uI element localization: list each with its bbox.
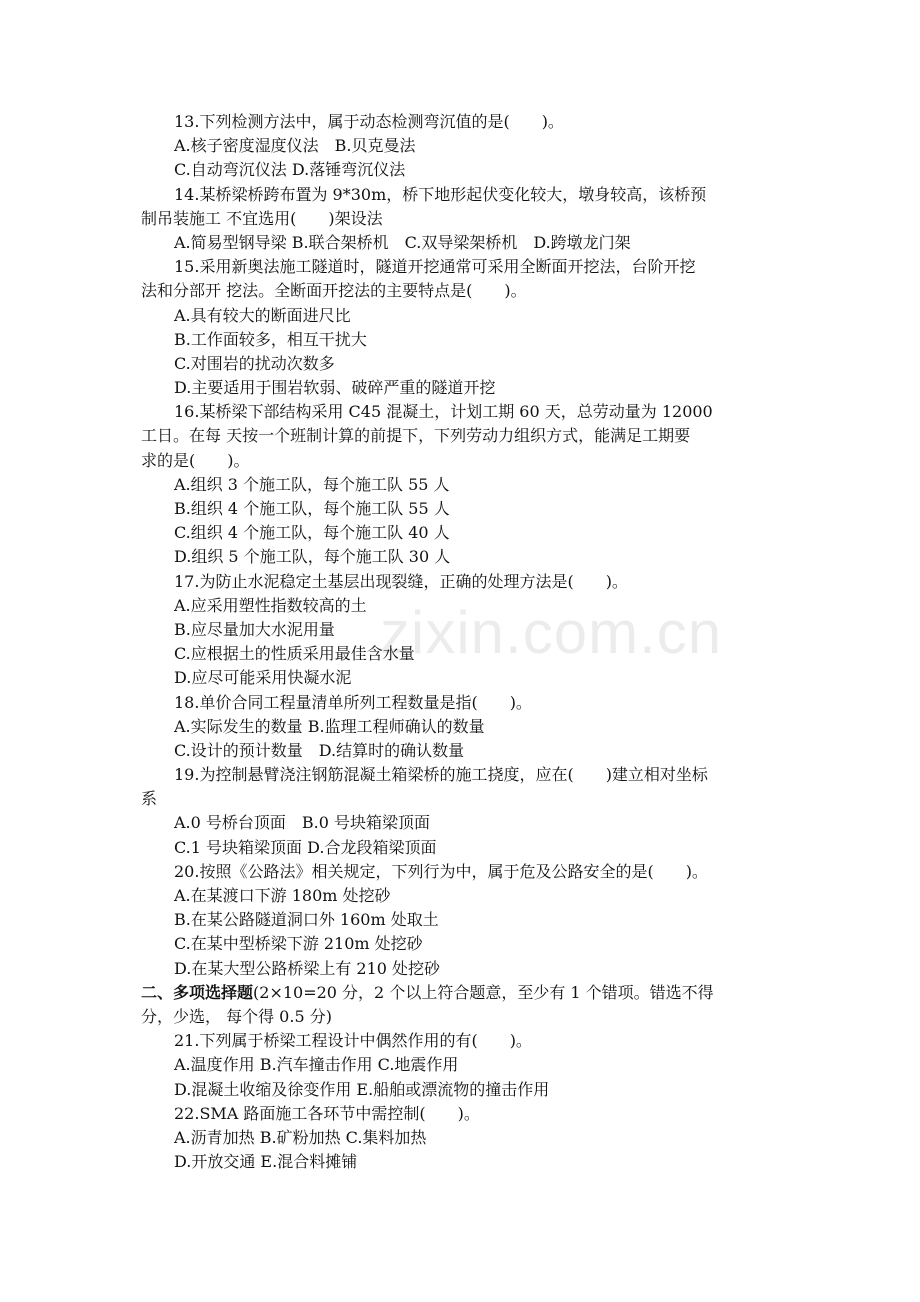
text-line: B.组织 4 个施工队，每个施工队 55 人 xyxy=(174,499,450,518)
text-line: C.1 号块箱梁顶面 D.合龙段箱梁顶面 xyxy=(174,837,437,857)
text-line: 14.某桥梁桥跨布置为 9*30m，桥下地形起伏变化较大，墩身较高，该桥预 xyxy=(174,184,707,204)
text-line: 求的是( )。 xyxy=(141,450,250,470)
text-line: 17.为防止水泥稳定土基层出现裂缝，正确的处理方法是( )。 xyxy=(174,571,628,591)
text-line: A.温度作用 B.汽车撞击作用 C.地震作用 xyxy=(174,1055,459,1075)
text-line: 系 xyxy=(141,789,158,809)
text-line: 16.某桥梁下部结构采用 C45 混凝土，计划工期 60 天，总劳动量为 12000 xyxy=(174,402,713,422)
text-line: 18.单价合同工程量清单所列工程数量是指( )。 xyxy=(174,692,532,712)
text-line: D.主要适用于围岩软弱、破碎严重的隧道开挖 xyxy=(174,378,496,398)
section-note: (2×10=20 分，2 个以上符合题意，至少有 1 个错项。错选不得 xyxy=(253,982,714,1002)
text-line: A.核子密度湿度仪法 B.贝克曼法 xyxy=(174,136,416,156)
text-line: A.沥青加热 B.矿粉加热 C.集料加热 xyxy=(174,1127,427,1147)
text-line: 分，少选， 每个得 0.5 分) xyxy=(141,1006,332,1026)
text-line: D.混凝土收缩及徐变作用 E.船舶或漂流物的撞击作用 xyxy=(174,1079,550,1099)
text-line: 法和分部开 挖法。全断面开挖法的主要特点是( )。 xyxy=(141,281,527,301)
text-line: A.简易型钢导梁 B.联合架桥机 C.双导梁架桥机 D.跨墩龙门架 xyxy=(174,232,631,252)
text-line: 21.下列属于桥梁工程设计中偶然作用的有( )。 xyxy=(174,1031,532,1051)
text-line: D.组织 5 个施工队，每个施工队 30 人 xyxy=(174,547,451,567)
text-line: D.开放交通 E.混合料摊铺 xyxy=(174,1152,358,1172)
text-line: C.自动弯沉仪法 D.落锤弯沉仪法 xyxy=(174,160,406,180)
text-line: A.0 号桥台顶面 B.0 号块箱梁顶面 xyxy=(174,813,431,833)
text-line: D.应尽可能采用快凝水泥 xyxy=(174,668,352,688)
text-line: 19.为控制悬臂浇注钢筋混凝土箱梁桥的施工挠度，应在( )建立相对坐标 xyxy=(174,765,708,785)
text-line: C.设计的预计数量 D.结算时的确认数量 xyxy=(174,740,465,760)
text-line: B.在某公路隧道洞口外 160m 处取土 xyxy=(174,910,439,930)
text-line xyxy=(141,981,791,1005)
text-line: B.应尽量加大水泥用量 xyxy=(174,619,335,639)
text-line: A.在某渡口下游 180m 处挖砂 xyxy=(174,886,391,905)
text-line: C.在某中型桥梁下游 210m 处挖砂 xyxy=(174,934,423,954)
text-line: 22.SMA 路面施工各环节中需控制( )。 xyxy=(174,1103,480,1123)
text-line: 工日。在每 天按一个班制计算的前提下，下列劳动力组织方式，能满足工期要 xyxy=(141,426,691,446)
text-line: B.工作面较多，相互干扰大 xyxy=(174,329,367,349)
text-line: C.组织 4 个施工队，每个施工队 40 人 xyxy=(174,523,450,543)
text-line: 20.按照《公路法》相关规定，下列行为中，属于危及公路安全的是( )。 xyxy=(174,861,708,881)
text-line: 15.采用新奥法施工隧道时，隧道开挖通常可采用全断面开挖法，台阶开挖 xyxy=(174,257,696,277)
text-line: A.具有较大的断面进尺比 xyxy=(174,305,351,325)
watermark: zixin.com.cn xyxy=(380,599,723,666)
document-page xyxy=(141,110,791,1174)
text-line: C.对围岩的扰动次数多 xyxy=(174,353,335,373)
text-line: C.应根据土的性质采用最佳含水量 xyxy=(174,644,415,664)
text-line: A.实际发生的数量 B.监理工程师确认的数量 xyxy=(174,716,485,736)
text-line: A.组织 3 个施工队，每个施工队 55 人 xyxy=(174,474,450,494)
text-line: 制吊装施工 不宜选用( )架设法 xyxy=(141,208,383,228)
text-line: 13.下列检测方法中，属于动态检测弯沉值的是( )。 xyxy=(174,112,564,131)
text-line: A.应采用塑性指数较高的土 xyxy=(174,595,367,615)
section-title: 二、多项选择题 xyxy=(141,982,254,1002)
text-line: D.在某大型公路桥梁上有 210 处挖砂 xyxy=(174,958,441,978)
